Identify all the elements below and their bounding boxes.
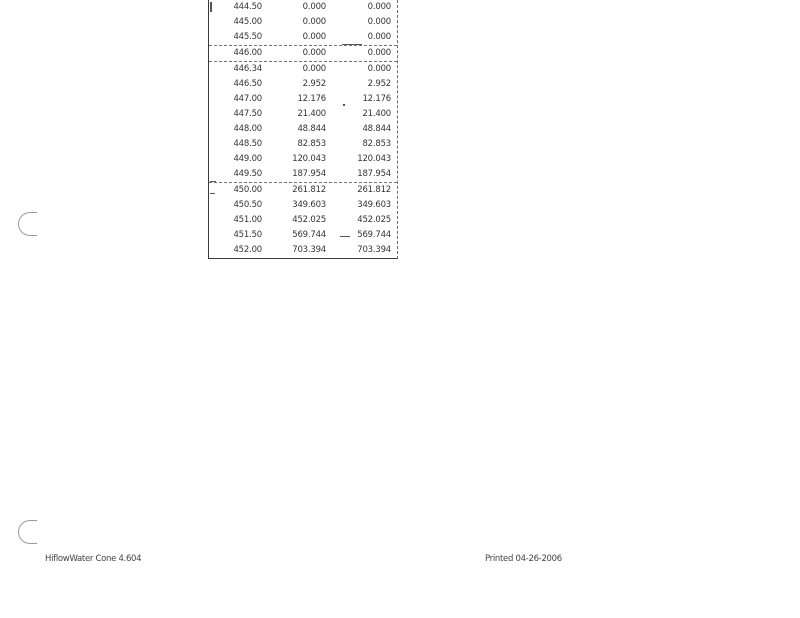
table-row	[209, 152, 397, 167]
storage-cell: 187.954	[357, 169, 391, 179]
hole-punch-mark	[18, 212, 37, 236]
scan-speck	[343, 104, 345, 106]
scan-speck	[210, 2, 212, 12]
storage-cell: 0.000	[367, 17, 391, 27]
footer-software-label: HiflowWater Cone 4.604	[45, 554, 142, 564]
elevation-cell: 449.50	[233, 169, 262, 179]
table-row	[209, 77, 397, 92]
scan-speck	[210, 193, 215, 194]
storage-cell: 82.853	[362, 139, 391, 149]
elevation-cell: 450.00	[233, 185, 262, 195]
storage-cell: 569.744	[292, 230, 326, 240]
elevation-cell: 446.34	[233, 64, 262, 74]
elevation-cell: 447.00	[233, 94, 262, 104]
table-row	[209, 213, 397, 228]
storage-cell: 120.043	[357, 154, 391, 164]
storage-cell: 187.954	[292, 169, 326, 179]
table-row	[209, 45, 397, 61]
stage-storage-table	[208, 0, 398, 259]
table-row	[209, 122, 397, 137]
storage-cell: 0.000	[367, 2, 391, 12]
table-row	[209, 243, 397, 258]
table-row	[209, 15, 397, 30]
storage-cell: 0.000	[302, 48, 326, 58]
elevation-cell: 446.50	[233, 79, 262, 89]
elevation-cell: 452.00	[233, 245, 262, 255]
storage-cell: 12.176	[362, 94, 391, 104]
storage-cell: 0.000	[367, 32, 391, 42]
elevation-cell: 444.50	[233, 2, 262, 12]
storage-cell: 0.000	[302, 2, 326, 12]
storage-cell: 452.025	[292, 215, 326, 225]
table-row	[209, 167, 397, 182]
storage-cell: 703.394	[292, 245, 326, 255]
storage-cell: 261.812	[292, 185, 326, 195]
storage-cell: 349.603	[357, 200, 391, 210]
storage-cell: 0.000	[367, 64, 391, 74]
table-row	[209, 107, 397, 122]
table-row	[209, 61, 397, 77]
storage-cell: 120.043	[292, 154, 326, 164]
elevation-cell: 449.00	[233, 154, 262, 164]
storage-cell: 48.844	[297, 124, 326, 134]
storage-cell: 0.000	[302, 32, 326, 42]
table-row	[209, 0, 397, 15]
scan-speck	[340, 236, 350, 237]
table-row	[209, 92, 397, 107]
elevation-cell: 451.00	[233, 215, 262, 225]
table-row	[209, 228, 397, 243]
scan-speck	[210, 181, 216, 182]
elevation-cell: 446.00	[233, 48, 262, 58]
elevation-cell: 448.50	[233, 139, 262, 149]
storage-cell: 82.853	[297, 139, 326, 149]
storage-cell: 2.952	[367, 79, 391, 89]
storage-cell: 0.000	[302, 64, 326, 74]
table-row	[209, 137, 397, 152]
hole-punch-mark	[18, 520, 37, 544]
storage-cell: 21.400	[297, 109, 326, 119]
storage-cell: 703.394	[357, 245, 391, 255]
storage-cell: 0.000	[367, 48, 391, 58]
elevation-cell: 448.00	[233, 124, 262, 134]
table-row	[209, 198, 397, 213]
storage-cell: 48.844	[362, 124, 391, 134]
storage-cell: 0.000	[302, 17, 326, 27]
storage-cell: 452.025	[357, 215, 391, 225]
table-row	[209, 182, 397, 198]
storage-cell: 349.603	[292, 200, 326, 210]
storage-cell: 2.952	[302, 79, 326, 89]
table-row	[209, 30, 397, 45]
elevation-cell: 445.50	[233, 32, 262, 42]
elevation-cell: 447.50	[233, 109, 262, 119]
storage-cell: 261.812	[357, 185, 391, 195]
scan-speck	[342, 44, 362, 45]
elevation-cell: 450.50	[233, 200, 262, 210]
storage-cell: 21.400	[362, 109, 391, 119]
storage-cell: 12.176	[297, 94, 326, 104]
elevation-cell: 445.00	[233, 17, 262, 27]
elevation-cell: 451.50	[233, 230, 262, 240]
footer-printed-date: Printed 04-26-2006	[485, 554, 562, 564]
storage-cell: 569.744	[357, 230, 391, 240]
